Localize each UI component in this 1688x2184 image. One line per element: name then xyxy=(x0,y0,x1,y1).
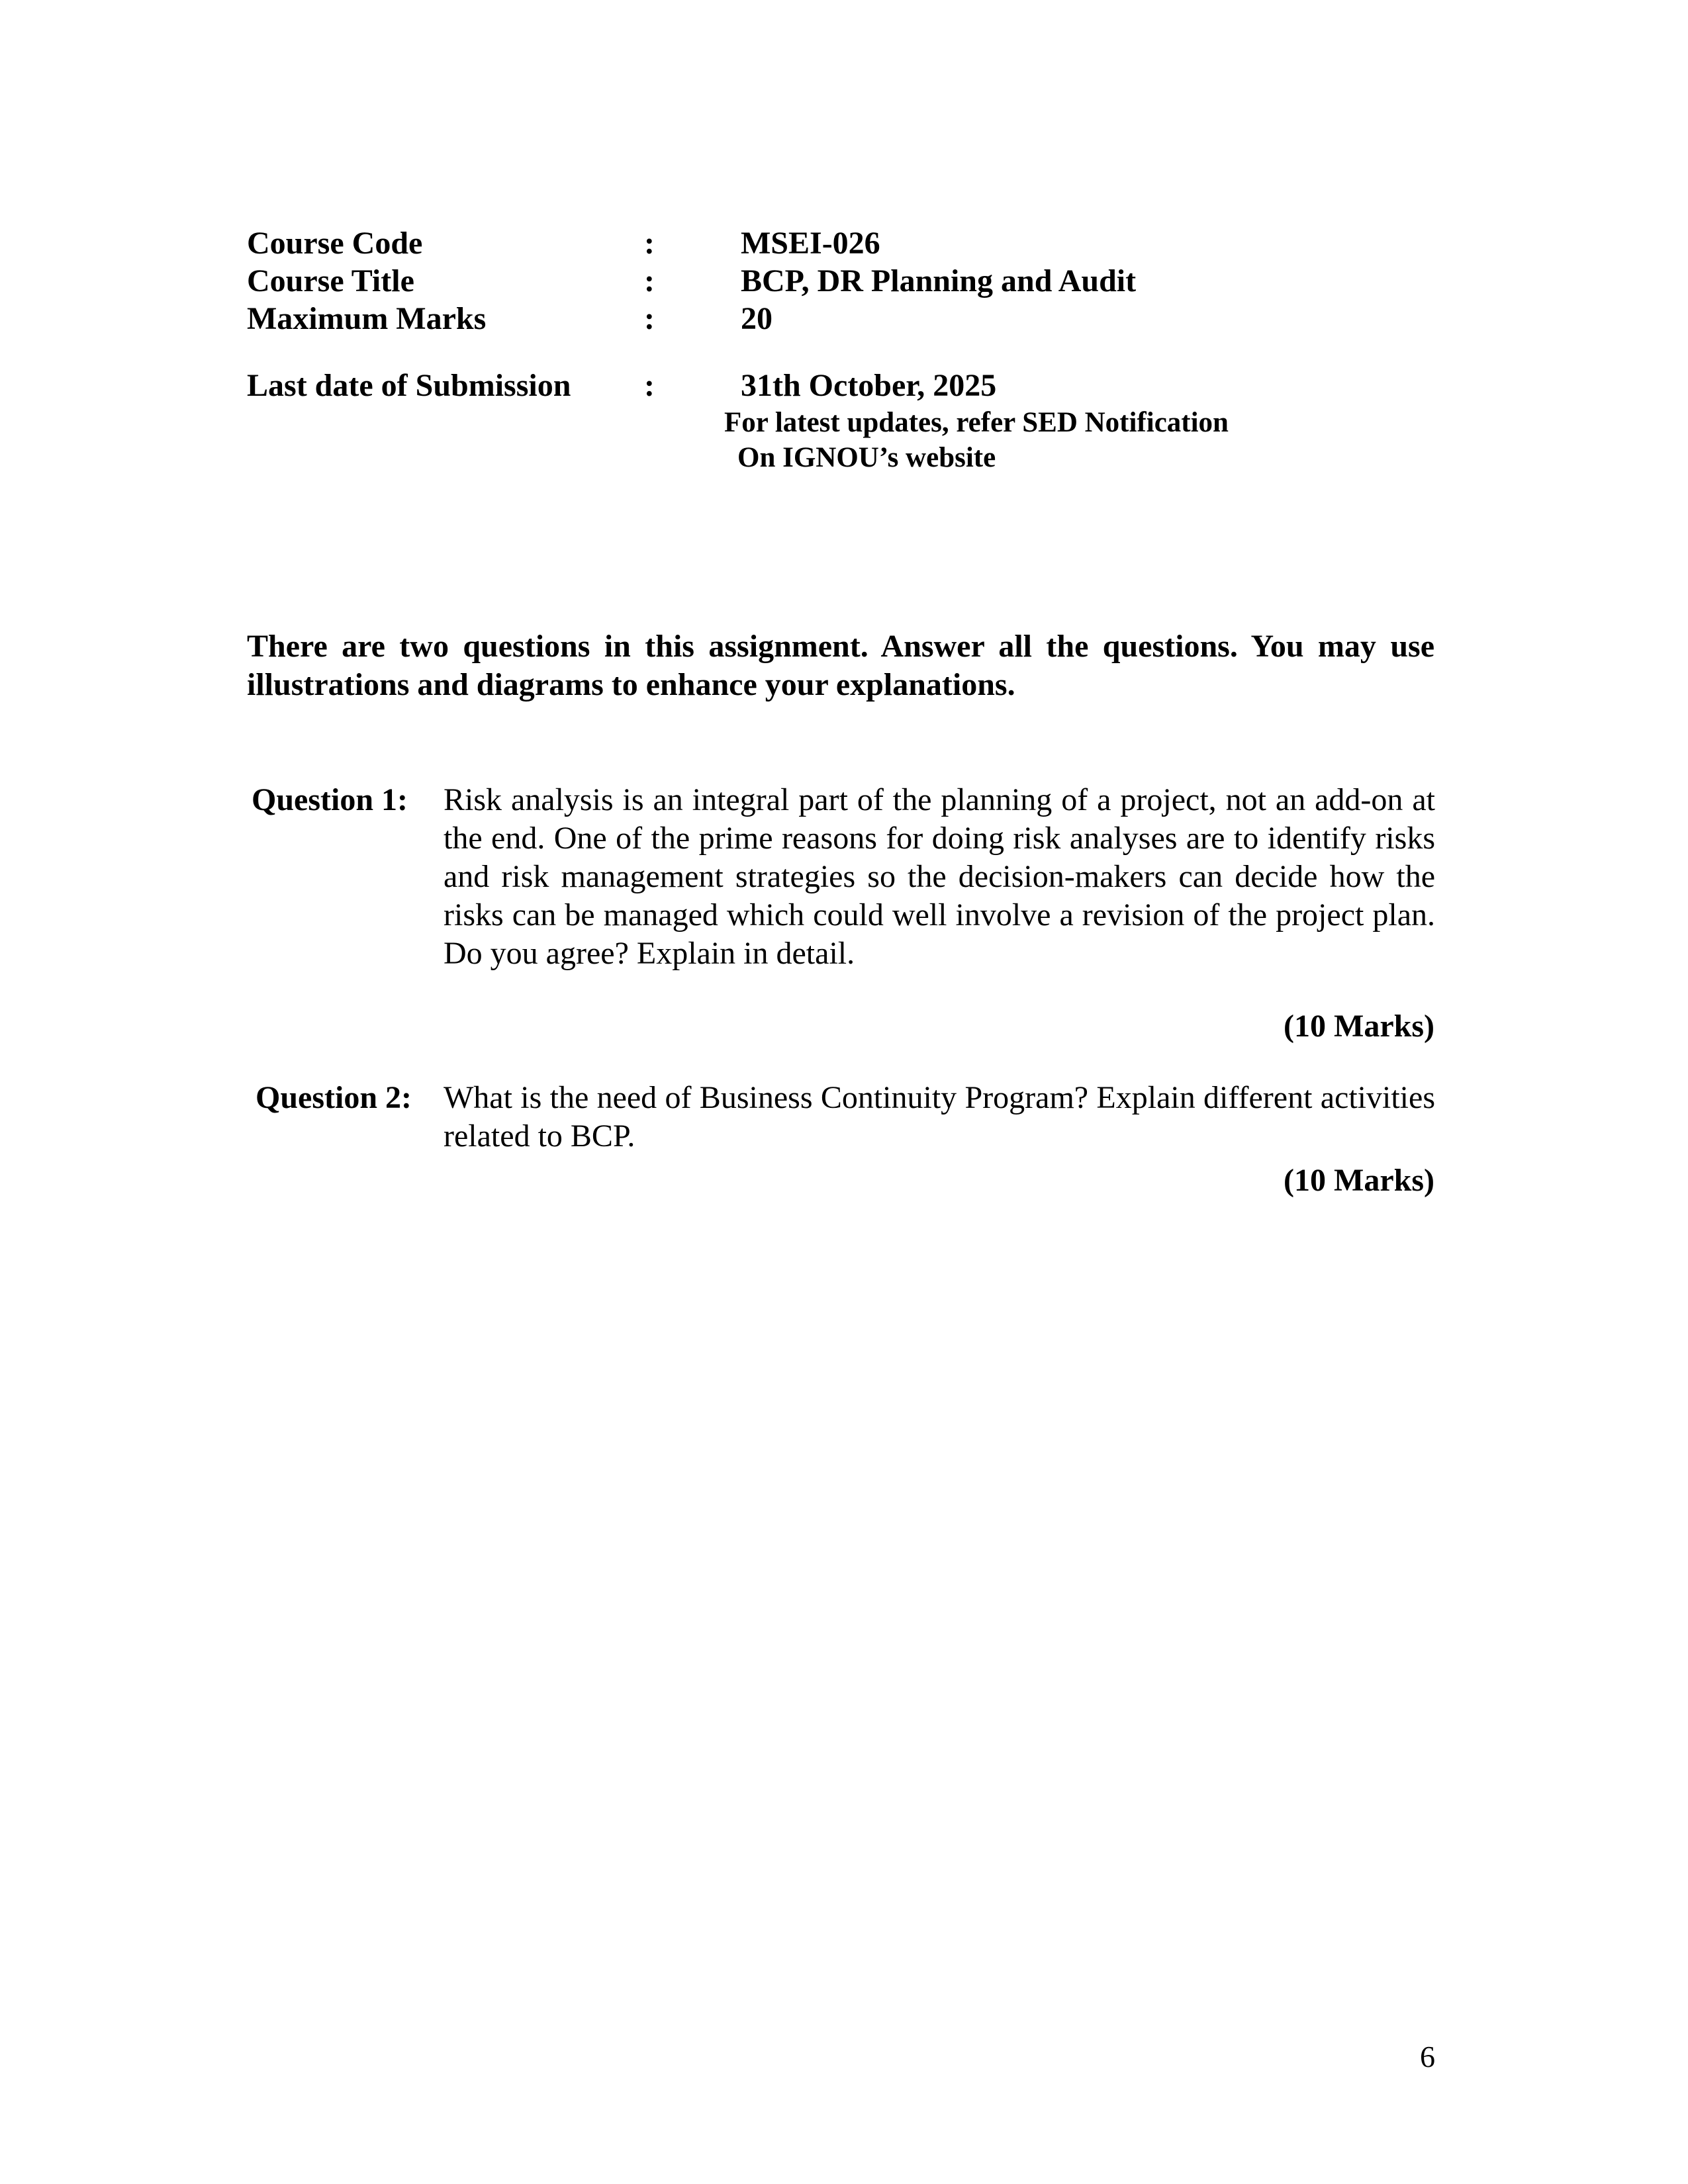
question-1-label: Question 1: xyxy=(252,782,408,817)
course-code-colon: : xyxy=(644,226,655,261)
maximum-marks-label: Maximum Marks xyxy=(247,301,487,336)
submission-date-label: Last date of Submission xyxy=(247,368,571,403)
maximum-marks-value: 20 xyxy=(741,301,773,336)
course-title-colon: : xyxy=(644,263,655,298)
course-code-value: MSEI-026 xyxy=(741,226,880,261)
page-number: 6 xyxy=(1420,2040,1435,2073)
question-2-text: What is the need of Business Continuity Program? Explain different activities related to BCP. xyxy=(444,1080,1435,1154)
assignment-instructions: There are two questions in this assignment. Answer all the questions. You may use illustrations and diagrams to enhance your explanations. xyxy=(247,629,1434,702)
question-2-label: Question 2: xyxy=(256,1080,412,1115)
submission-date-value: 31th October, 2025 xyxy=(741,368,997,403)
updates-note-line2: On IGNOU’s website xyxy=(737,442,996,473)
maximum-marks-colon: : xyxy=(644,301,655,336)
updates-note-line1: For latest updates, refer SED Notification xyxy=(724,407,1229,438)
question-2-marks: (10 Marks) xyxy=(1284,1163,1434,1198)
course-title-label: Course Title xyxy=(247,263,414,298)
question-1-marks: (10 Marks) xyxy=(1284,1009,1434,1044)
course-code-label: Course Code xyxy=(247,226,423,261)
course-title-value: BCP, DR Planning and Audit xyxy=(741,263,1137,298)
question-1-text: Risk analysis is an integral part of the planning of a project, not an add-on at the end. One of the prime reasons for doing risk analyses are to identify risks and risk management strategies so the decision-makers can decide how the risks can be managed which could well involve a revision of the project plan. Do you agree? Explain in detail. xyxy=(444,782,1435,971)
submission-date-colon: : xyxy=(644,368,655,403)
